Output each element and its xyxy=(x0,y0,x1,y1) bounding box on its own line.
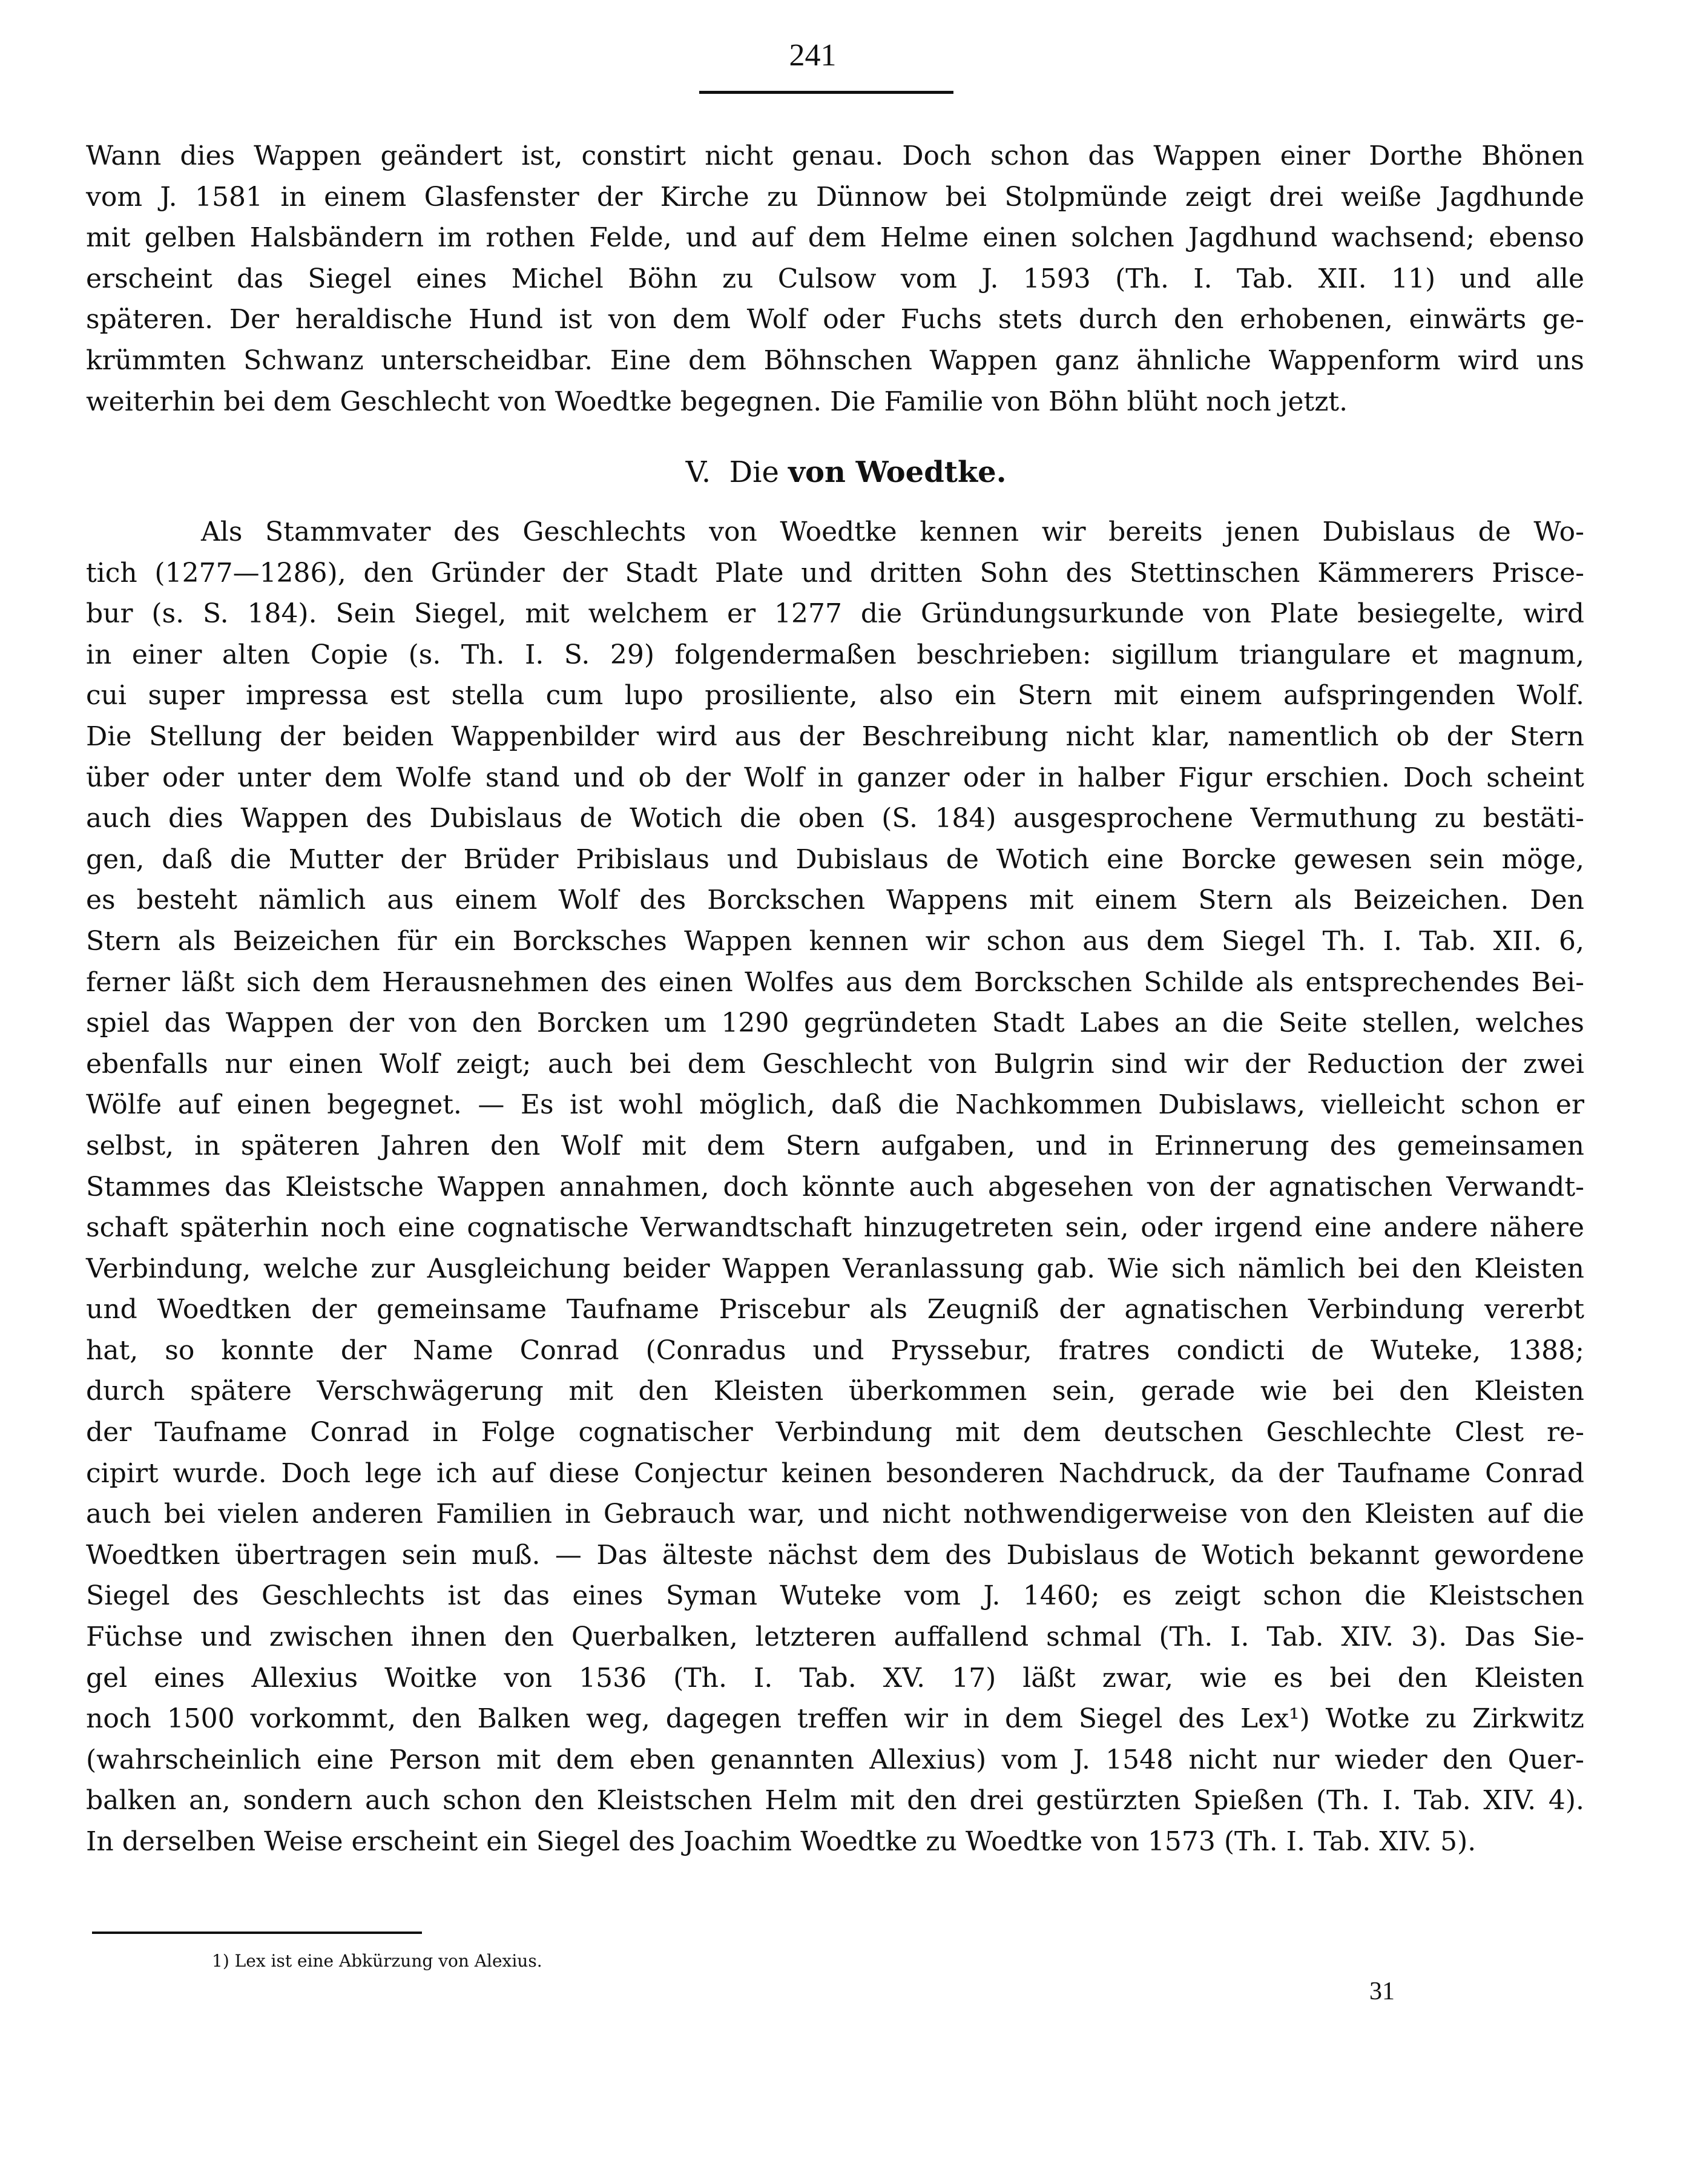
text-line: ebenfalls nur einen Wolf zeigt; auch bei dem Geschlecht von Bulgrin sind wir der Reduction der zwei xyxy=(86,1048,1584,1080)
text-line: Stammes das Kleistsche Wappen annahmen, doch könnte auch abgesehen von der agnatischen Verwandt- xyxy=(86,1171,1584,1203)
text-line: hat, so konnte der Name Conrad (Conradus und Pryssebur, fratres condicti de Wuteke, 1388; xyxy=(86,1334,1584,1366)
footnote xyxy=(212,1951,542,1971)
text-line: cipirt wurde. Doch lege ich auf diese Conjectur keinen besonderen Nachdruck, da der Taufname Conrad xyxy=(86,1457,1584,1489)
body-paragraph xyxy=(86,512,1584,1862)
text-line: Wölfe auf einen begegnet. — Es ist wohl möglich, daß die Nachkommen Dubislaws, vielleicht schon er xyxy=(86,1089,1584,1121)
text-line: Siegel des Geschlechts ist das eines Syman Wuteke vom J. 1460; es zeigt schon die Kleistschen xyxy=(86,1580,1584,1612)
signature-mark: 31 xyxy=(1369,1978,1395,2005)
text-line: Verbindung, welche zur Ausgleichung beider Wappen Veranlassung gab. Wie sich nämlich bei den Kleisten xyxy=(86,1253,1584,1284)
text-line: gel eines Allexius Woitke von 1536 (Th. I. Tab. XV. 17) läßt zwar, wie es bei den Kleisten xyxy=(86,1662,1584,1694)
text-line: in einer alten Copie (s. Th. I. S. 29) folgendermaßen beschrieben: sigillum triangulare et magnum, xyxy=(86,639,1584,670)
text-line: Woedtken übertragen sein muß. — Das älteste nächst dem des Dubislaus de Wotich bekannt gewordene xyxy=(86,1539,1584,1571)
text-line: auch bei vielen anderen Familien in Gebrauch war, und nicht nothwendigerweise von den Kleisten auf die xyxy=(86,1499,1584,1530)
section-numeral: V. xyxy=(685,455,711,489)
page-number-text: 241 xyxy=(789,38,837,73)
section-title-name: von Woedtke. xyxy=(788,455,1007,489)
text-line: krümmten Schwanz unterscheidbar. Eine dem Böhnschen Wappen ganz ähnliche Wappenform wird uns xyxy=(86,345,1584,376)
text-line: auch dies Wappen des Dubislaus de Wotich die oben (S. 184) ausgesprochene Vermuthung zu bestäti- xyxy=(86,803,1584,834)
text-line: In derselben Weise erscheint ein Siegel des Joachim Woedtke zu Woedtke von 1573 (Th. I. Tab. XIV. 5). xyxy=(86,1826,1476,1857)
text-line: und Woedtken der gemeinsame Taufname Priscebur als Zeugniß der agnatischen Verbindung vererbt xyxy=(86,1294,1584,1325)
text-line: Stern als Beizeichen für ein Borcksches Wappen kennen wir schon aus dem Siegel Th. I. Tab. XII. 6, xyxy=(86,925,1584,957)
text-line: vom J. 1581 in einem Glasfenster der Kirche zu Dünnow bei Stolpmünde zeigt drei weiße Jagdhunde xyxy=(86,181,1584,213)
text-line: (wahrscheinlich eine Person mit dem eben genannten Allexius) vom J. 1548 nicht nur wieder den Quer- xyxy=(86,1744,1584,1775)
text-line: Die Stellung der beiden Wappenbilder wird aus der Beschreibung nicht klar, namentlich ob der Stern xyxy=(86,721,1584,752)
footnote-marker: 1) xyxy=(212,1951,229,1971)
section-heading xyxy=(0,455,1692,489)
text-line: cui super impressa est stella cum lupo prosiliente, also ein Stern mit einem aufspringenden Wolf. xyxy=(86,680,1584,711)
text-line: durch spätere Verschwägerung mit den Kleisten überkommen sein, gerade wie bei den Kleisten xyxy=(86,1376,1584,1407)
text-line: balken an, sondern auch schon den Kleistschen Helm mit den drei gestürzten Spießen (Th. I. Tab. XIV. 4). xyxy=(86,1785,1584,1816)
text-line: schaft späterhin noch eine cognatische Verwandtschaft hinzugetreten sein, oder irgend eine andere nähere xyxy=(86,1212,1584,1244)
text-line: mit gelben Halsbändern im rothen Felde, und auf dem Helme einen solchen Jagdhund wachsend; ebenso xyxy=(86,222,1584,254)
text-line: Als Stammvater des Geschlechts von Woedtke kennen wir bereits jenen Dubislaus de Wo- xyxy=(201,516,1584,547)
text-line: späteren. Der heraldische Hund ist von dem Wolf oder Fuchs stets durch den erhobenen, einwärts ge- xyxy=(86,304,1584,335)
text-line: tich (1277—1286), den Gründer der Stadt Plate und dritten Sohn des Stettinschen Kämmerers Prisce- xyxy=(86,557,1584,589)
text-line: es besteht nämlich aus einem Wolf des Borckschen Wappens mit einem Stern als Beizeichen. Den xyxy=(86,885,1584,916)
text-line: erscheint das Siegel eines Michel Böhn zu Culsow vom J. 1593 (Th. I. Tab. XII. 11) und alle xyxy=(86,263,1584,294)
text-line: Wann dies Wappen geändert ist, constirt nicht genau. Doch schon das Wappen einer Dorthe Bhönen xyxy=(86,140,1584,171)
section-title-prefix: Die xyxy=(729,455,779,489)
text-line: spiel das Wappen der von den Borcken um 1290 gegründeten Stadt Labes an die Seite stellen, welches xyxy=(86,1008,1584,1039)
text-line: ferner läßt sich dem Herausnehmen des einen Wolfes aus dem Borckschen Schilde als entsprechendes Bei- xyxy=(86,966,1584,998)
footnote-rule xyxy=(92,1932,422,1934)
text-line: bur (s. S. 184). Sein Siegel, mit welchem er 1277 die Gründungsurkunde von Plate besiegelte, wird xyxy=(86,598,1584,630)
text-line: noch 1500 vorkommt, den Balken weg, dagegen treffen wir in dem Siegel des Lex¹) Wotke zu Zirkwitz xyxy=(86,1703,1584,1735)
page-number xyxy=(0,38,1692,73)
text-line: über oder unter dem Wolfe stand und ob der Wolf in ganzer oder in halber Figur erschien. Doch scheint xyxy=(86,762,1584,793)
text-line: weiterhin bei dem Geschlecht von Woedtke begegnen. Die Familie von Böhn blüht noch jetzt. xyxy=(86,386,1348,417)
text-line: selbst, in späteren Jahren den Wolf mit dem Stern aufgaben, und in Erinnerung des gemeinsamen xyxy=(86,1130,1584,1161)
intro-paragraph xyxy=(86,136,1584,422)
text-line: der Taufname Conrad in Folge cognatischer Verbindung mit dem deutschen Geschlechte Clest re- xyxy=(86,1417,1584,1448)
header-rule xyxy=(699,91,953,94)
text-line: Füchse und zwischen ihnen den Querbalken, letzteren auffallend schmal (Th. I. Tab. XIV. 3). Das Sie- xyxy=(86,1622,1584,1653)
footnote-text: Lex ist eine Abkürzung von Alexius. xyxy=(234,1951,542,1971)
text-line: gen, daß die Mutter der Brüder Pribislaus und Dubislaus de Wotich eine Borcke gewesen sein möge, xyxy=(86,843,1584,875)
